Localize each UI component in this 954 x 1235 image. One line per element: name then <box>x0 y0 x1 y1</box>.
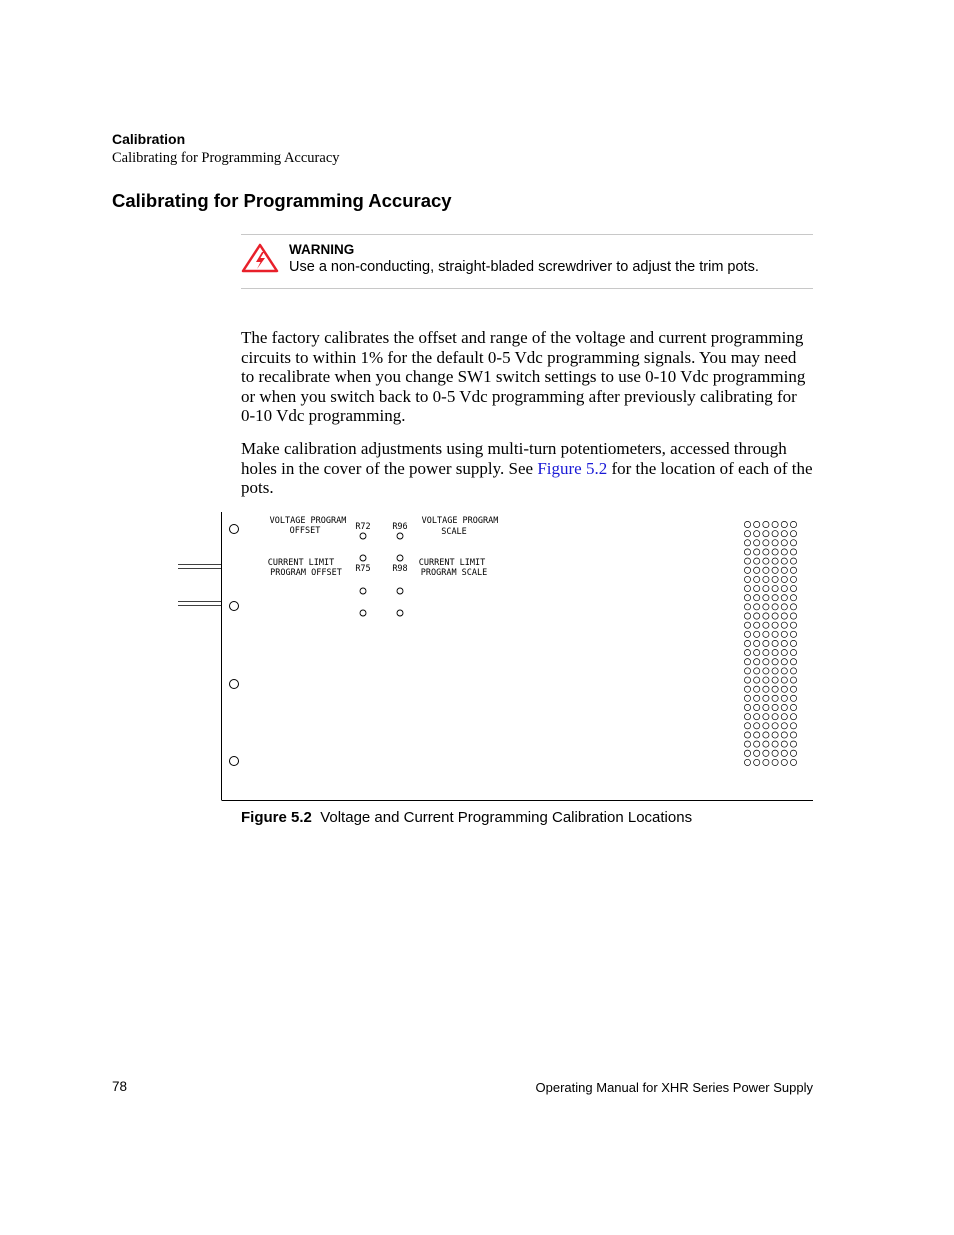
vent-hole <box>754 622 760 628</box>
vent-hole <box>781 595 787 601</box>
vent-hole <box>781 750 787 756</box>
vent-hole <box>772 686 778 692</box>
vent-hole <box>772 668 778 674</box>
vent-hole <box>744 704 750 710</box>
vent-hole <box>772 714 778 720</box>
vent-hole <box>790 704 796 710</box>
vent-hole <box>772 732 778 738</box>
vent-hole <box>790 558 796 564</box>
vent-hole <box>790 759 796 765</box>
vent-hole <box>790 576 796 582</box>
vent-hole <box>763 613 769 619</box>
vent-hole <box>781 723 787 729</box>
paragraph-text: for the location of each of the pots. <box>241 458 813 497</box>
vent-hole <box>754 732 760 738</box>
vent-hole <box>790 567 796 573</box>
vent-hole <box>763 659 769 665</box>
vent-hole <box>754 631 760 637</box>
vent-hole <box>754 604 760 610</box>
vent-hole <box>763 741 769 747</box>
body-paragraph: The factory calibrates the offset and range of the voltage and current programming circuits to within 1% for the default 0-5 Vdc programming signals. You may need to recalibrate when you change SW1 switch settings to use 0-10 Vdc programming or when you switch back to 0-5 Vdc programming after previously calibrating for 0-10 Vdc programming. <box>241 328 806 425</box>
vent-hole <box>781 521 787 527</box>
vent-hole <box>763 668 769 674</box>
vent-hole <box>763 686 769 692</box>
current-offset-label: PROGRAM OFFSET <box>270 568 342 578</box>
vent-hole <box>781 576 787 582</box>
vent-hole <box>790 531 796 537</box>
vent-hole <box>790 686 796 692</box>
vent-hole <box>772 677 778 683</box>
vent-hole <box>781 704 787 710</box>
vent-hole <box>772 704 778 710</box>
vent-hole <box>781 659 787 665</box>
vent-hole <box>781 686 787 692</box>
pot-label-r96: R96 <box>392 522 408 532</box>
vent-hole <box>744 585 750 591</box>
vent-hole <box>790 613 796 619</box>
vent-hole <box>744 723 750 729</box>
vent-hole <box>781 640 787 646</box>
voltage-offset-label: VOLTAGE PROGRAM <box>269 516 347 526</box>
vent-hole <box>754 686 760 692</box>
vent-hole <box>754 741 760 747</box>
vent-hole <box>772 549 778 555</box>
running-header-section: Calibrating for Programming Accuracy <box>112 150 340 166</box>
vent-hole <box>744 622 750 628</box>
vent-hole <box>744 540 750 546</box>
vent-hole <box>790 668 796 674</box>
vent-hole <box>790 659 796 665</box>
vent-hole <box>781 558 787 564</box>
vent-hole <box>744 714 750 720</box>
vent-hole <box>772 723 778 729</box>
vent-hole <box>754 540 760 546</box>
vent-hole <box>772 622 778 628</box>
vent-hole <box>744 741 750 747</box>
vent-hole <box>781 613 787 619</box>
vent-hole <box>772 750 778 756</box>
vent-hole <box>744 640 750 646</box>
vent-hole <box>754 640 760 646</box>
vent-hole <box>754 558 760 564</box>
vent-hole <box>754 695 760 701</box>
vent-hole <box>772 640 778 646</box>
vent-hole <box>772 567 778 573</box>
vent-hole <box>763 540 769 546</box>
vent-hole <box>763 521 769 527</box>
vent-hole <box>790 595 796 601</box>
vent-hole <box>744 567 750 573</box>
vent-hole <box>790 677 796 683</box>
vent-hole <box>763 732 769 738</box>
vent-hole <box>763 585 769 591</box>
vent-hole <box>754 549 760 555</box>
vent-hole <box>772 558 778 564</box>
vent-hole <box>763 576 769 582</box>
vent-hole <box>772 695 778 701</box>
vent-hole <box>790 723 796 729</box>
vent-hole <box>744 595 750 601</box>
vent-hole <box>744 576 750 582</box>
section-title: Calibrating for Programming Accuracy <box>112 190 452 211</box>
vent-hole <box>790 650 796 656</box>
vent-hole <box>744 549 750 555</box>
vent-hole <box>772 659 778 665</box>
vent-hole <box>754 595 760 601</box>
footer-manual-title: Operating Manual for XHR Series Power Supply <box>535 1080 813 1095</box>
vent-hole <box>772 531 778 537</box>
vent-hole <box>754 714 760 720</box>
vent-hole <box>781 695 787 701</box>
vent-hole <box>744 613 750 619</box>
vent-hole <box>772 759 778 765</box>
vent-hole <box>772 576 778 582</box>
current-scale-label: PROGRAM SCALE <box>420 568 488 578</box>
current-scale-label: CURRENT LIMIT <box>418 558 486 568</box>
warning-title: WARNING <box>289 242 355 257</box>
voltage-offset-label: OFFSET <box>289 526 321 536</box>
vent-hole <box>790 622 796 628</box>
vent-hole <box>772 585 778 591</box>
vent-hole <box>772 741 778 747</box>
vent-hole <box>781 622 787 628</box>
vent-hole <box>790 714 796 720</box>
vent-hole <box>763 714 769 720</box>
vent-hole <box>781 714 787 720</box>
vent-hole <box>772 604 778 610</box>
vent-hole <box>763 595 769 601</box>
figure-caption <box>241 809 692 826</box>
vent-hole <box>781 732 787 738</box>
vent-hole <box>754 521 760 527</box>
vent-hole <box>781 631 787 637</box>
vent-hole <box>744 686 750 692</box>
vent-hole <box>763 704 769 710</box>
vent-hole <box>744 558 750 564</box>
vent-hole <box>763 750 769 756</box>
vent-hole <box>763 677 769 683</box>
vent-hole <box>781 567 787 573</box>
vent-hole <box>754 704 760 710</box>
vent-hole <box>754 650 760 656</box>
vent-hole <box>744 750 750 756</box>
body-paragraph <box>241 439 813 498</box>
figure-caption-text: Voltage and Current Programming Calibration Locations <box>320 809 693 826</box>
warning-text: Use a non-conducting, straight-bladed screwdriver to adjust the trim pots. <box>289 259 759 275</box>
vent-hole <box>744 732 750 738</box>
vent-hole <box>781 759 787 765</box>
vent-hole <box>763 650 769 656</box>
vent-hole <box>754 613 760 619</box>
vent-hole <box>781 549 787 555</box>
vent-hole <box>790 750 796 756</box>
vent-hole <box>790 540 796 546</box>
vent-hole <box>781 668 787 674</box>
vent-hole <box>763 549 769 555</box>
vent-hole <box>772 631 778 637</box>
vent-hole <box>790 604 796 610</box>
vent-hole <box>744 631 750 637</box>
vent-hole <box>790 741 796 747</box>
vent-hole <box>790 732 796 738</box>
vent-hole <box>781 540 787 546</box>
pot-label-r98: R98 <box>392 564 408 574</box>
vent-hole <box>744 604 750 610</box>
voltage-scale-label: SCALE <box>441 527 467 537</box>
vent-hole <box>763 759 769 765</box>
vent-hole <box>781 650 787 656</box>
vent-hole <box>763 723 769 729</box>
vent-hole <box>744 668 750 674</box>
vent-hole <box>781 677 787 683</box>
vent-hole <box>754 576 760 582</box>
vent-hole <box>744 531 750 537</box>
vent-hole <box>754 659 760 665</box>
vent-hole <box>744 659 750 665</box>
vent-hole <box>763 631 769 637</box>
vent-hole <box>754 531 760 537</box>
vent-hole <box>790 549 796 555</box>
vent-hole <box>754 585 760 591</box>
vent-hole <box>744 677 750 683</box>
vent-hole <box>781 531 787 537</box>
vent-hole <box>790 695 796 701</box>
vent-hole <box>772 521 778 527</box>
vent-hole <box>744 521 750 527</box>
figure-caption-label: Figure 5.2 <box>241 809 312 826</box>
vent-hole <box>763 558 769 564</box>
vent-hole <box>754 750 760 756</box>
vent-hole <box>790 585 796 591</box>
vent-hole <box>763 622 769 628</box>
figure-link[interactable]: Figure 5.2 <box>537 458 608 478</box>
vent-hole <box>763 695 769 701</box>
vent-hole <box>790 640 796 646</box>
vent-hole <box>754 668 760 674</box>
vent-hole <box>781 741 787 747</box>
vent-hole <box>744 650 750 656</box>
vent-hole <box>772 540 778 546</box>
vent-hole <box>790 631 796 637</box>
vent-hole-grid <box>744 521 796 765</box>
vent-hole <box>754 567 760 573</box>
current-offset-label: CURRENT LIMIT <box>267 558 335 568</box>
vent-hole <box>754 759 760 765</box>
vent-hole <box>763 640 769 646</box>
vent-hole <box>772 595 778 601</box>
vent-hole <box>781 604 787 610</box>
vent-hole <box>790 521 796 527</box>
vent-hole <box>772 613 778 619</box>
vent-hole <box>744 695 750 701</box>
running-header-chapter: Calibration <box>112 131 186 147</box>
vent-hole <box>744 759 750 765</box>
vent-hole <box>772 650 778 656</box>
vent-hole <box>754 677 760 683</box>
calibration-locations-figure <box>170 505 820 810</box>
pot-label-r72: R72 <box>355 522 371 532</box>
vent-hole <box>754 723 760 729</box>
electrical-hazard-icon <box>241 243 279 273</box>
vent-hole <box>763 604 769 610</box>
vent-hole <box>781 585 787 591</box>
voltage-scale-label: VOLTAGE PROGRAM <box>421 516 499 526</box>
paragraph-text: Make calibration adjustments using multi-turn potentiometers, accessed through holes in the cover of the power supply. See <box>241 439 787 478</box>
page-number: 78 <box>112 1079 128 1094</box>
vent-hole <box>763 531 769 537</box>
pot-label-r75: R75 <box>355 564 371 574</box>
vent-hole <box>763 567 769 573</box>
